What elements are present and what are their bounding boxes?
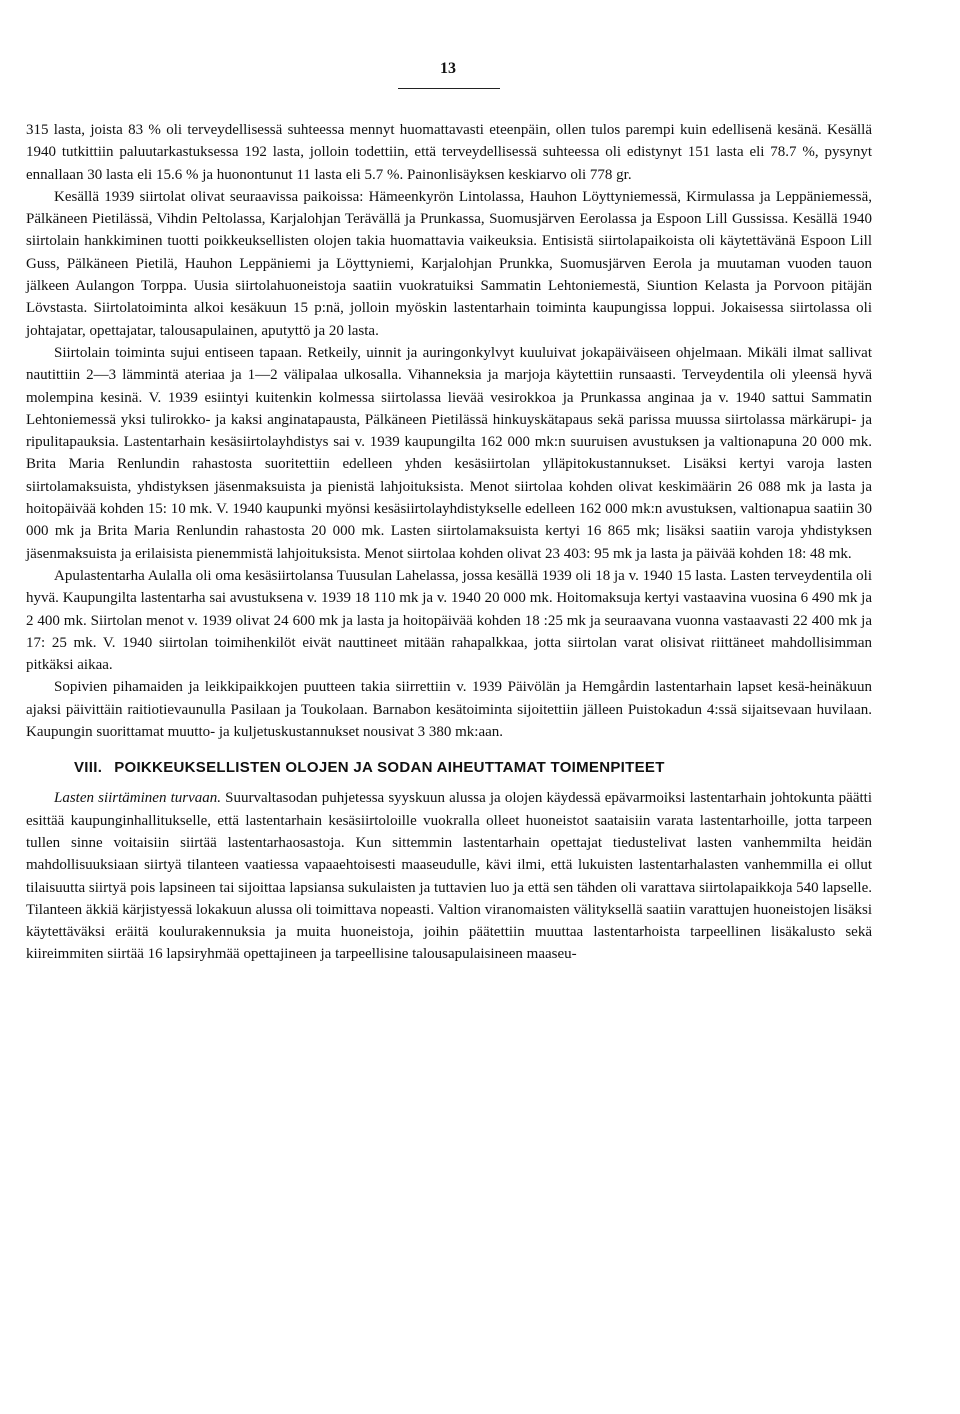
paragraph-5: Sopivien pihamaiden ja leikkipaikkojen puutteen takia siirrettiin v. 1939 Päivölän ja Hemgårdin lastentarhain lapset kesä-heinäkuun ajaksi päivittäin raitiotievaunulla Pasilaan ja Toukolaan. Barnabon kesätoiminta sijoitettiin jälleen Puistokadun 4:ssä sijaitsevaan huvilaan. Kaupungin suorittamat muutto- ja kuljetuskustannukset nousivat 3 380 mk:aan. [26, 679, 872, 741]
paragraph-3: Siirtolain toiminta sujui entiseen tapaan. Retkeily, uinnit ja auringonkylvyt kuuluivat jokapäiväiseen ohjelmaan. Mikäli ilmat sallivat nautittiin 2—3 lämmintä ateriaa ja 1—2 välipalaa ulkosalla. Vihanneksia ja marjoja käytettiin runsaasti. Terveydentila oli yleensä hyvä molempina kesinä. V. 1939 esiintyi kuitenkin kolmessa siirtolassa lievää vesirokkoa ja Prunkassa anginaa ja v. 1940 sattui Sammatin Lehtoniemessä yksi tulirokko- ja kaksi anginatapausta, Pälkäneen Pietilässä hinkuyskätapaus sekä parissa muussa siirtolassa märkärupi- ja ripulitapauksia. Lastentarhain kesäsiirtolayhdistys sai v. 1939 kaupungilta 162 000 mk:n suuruisen avustuksen ja valtionapuna 20 000 mk. Brita Maria Renlundin rahastosta suoritettiin edelleen yhden kesäsiirtolan ylläpitokustannukset. Lisäksi kertyi varoja lasten siirtolamaksuista, yhdistyksen jäsenmaksuista ja pienistä lahjoituksista. Menot siirtolaa kohden olivat keskimäärin 26 088 mk ja lasta ja hoitopäivää kohden 15: 10 mk. V. 1940 kaupunki myönsi kesäsiirtolayhdistykselle edelleen 162 000 mk:n avustuksen, valtionapua saatiin 30 000 mk ja Brita Maria Renlundin rahastosta 20 000 mk. Lasten siirtolamaksuista kertyi 16 865 mk; lisäksi saatiin varoja yhdistyksen jäsenmaksuista ja erilaisista pienemmistä lahjoituksista. Menot siirtolaa kohden olivat 23 403: 95 mk ja lasta ja päivää kohden 18: 48 mk. [26, 344, 872, 562]
page-number: 13 [440, 60, 456, 77]
page-body [26, 119, 872, 966]
section-number: VIII. [74, 759, 103, 777]
page-number-rule [398, 88, 500, 89]
section-paragraph-1 [26, 787, 872, 965]
section-paragraph-text: Suurvaltasodan puhjetessa syyskuun alussa ja olojen käydessä epävarmoiksi lastentarhain johtokunta päätti esittää kaupunginhallitukselle, että lastentarhain kesäsiirtoloille vuokralla olleet huoneistot saataisiin varata lastentarhoille, jotta tarpeen tullen sinne voitaisiin siirtää lastentarhaosastoja. Kun sittemmin lastentarhain opettajat tiedustelivat lasten vanhemmilta heidän mahdollisuuksiaan siirtyä tilanteen vaatiessa vapaaehtoisesti maaseudulle, kävi ilmi, että lukuisten lastentarhalasten vanhemmilla ei ollut tilaisuutta siirtyä pois lapsineen tai sijoittaa lapsiansa sukulaisten ja tuttavien luo ja että sen tähden oli varattava siirtolapaikkoja 540 lapselle. Tilanteen äkkiä kärjistyessä lokakuun alussa oli toimittava nopeasti. Valtion viranomaisten välityksellä saatiin varattujen huoneistojen lisäksi käytettäväksi eräitä koulurakennuksia ja muita huoneistoja, joihin päätettiin muuttaa lastentarhoista tarpeellinen lisäkalusto sekä kiireimmiten siirtää 16 lapsiryhmää opettajineen ja tarpeellisine talousapulaisineen maaseu- [26, 790, 872, 963]
paragraph-4: Apulastentarha Aulalla oli oma kesäsiirtolansa Tuusulan Lahelassa, jossa kesällä 1939 oli 18 ja v. 1940 15 lasta. Lasten terveydentila oli hyvä. Kaupungilta lastentarha sai avustuksena v. 1939 18 110 mk ja v. 1940 20 000 mk. Hoitomaksuja kertyi vastaavina vuosina 6 490 mk ja 2 400 mk. Siirtolan menot v. 1939 olivat 24 600 mk ja lasta ja hoitopäivää kohden 18 :25 mk ja seuraavana vuonna vastaavasti 22 400 mk ja 17: 25 mk. V. 1940 siirtolan toimihenkilöt eivät nauttineet mitään rahapalkkaa, jotta siirtolan varat olisivat riittäneet mahdollisimman pitkäksi aikaa. [26, 567, 872, 674]
paragraph-2: Kesällä 1939 siirtolat olivat seuraavissa paikoissa: Hämeenkyrön Lintolassa, Hauhon Löyttyniemessä, Kirmulassa ja Leppäniemessä, Pälkäneen Pietilässä, Vihdin Peltolassa, Karjalohjan Terävällä ja Prunkassa, Suomusjärven Eerolassa ja Espoon Lill Gussissa. Kesällä 1940 siirtolain hankkiminen tuotti poikkeuksellisten olojen takia huomattavia vaikeuksia. Entisistä siirtolapaikoista oli käytettävänä Espoon Lill Guss, Pälkäneen Pietilä, Hauhon Leppäniemi ja Löyttyniemi, Karjalohjan Prunkka, Suomusjärven Eerola ja muutaman vuoden tauon jälkeen Aulangon Torppa. Uusia siirtolahuoneistoja saatiin vuokratuiksi Sammatin Lehtoniemestä, Siuntion Kelasta ja Porvoon pitäjän Lövstasta. Siirtolatoiminta alkoi kesäkuun 15 p:nä, jolloin myöskin lastentarhain toiminta kaupungissa loppui. Jokaisessa siirtolassa oli johtajatar, opettajatar, talousapulainen, aputyttö ja 20 lasta. [26, 188, 872, 339]
section-title: POIKKEUKSELLISTEN OLOJEN JA SODAN AIHEUTTAMAT TOIMENPITEET [114, 759, 665, 777]
section-heading [74, 757, 872, 779]
paragraph-1: 315 lasta, joista 83 % oli terveydellisessä suhteessa mennyt huomattavasti eteenpäin, ollen tulos parempi kuin edellisenä kesänä. Kesällä 1940 tutkittiin paluutarkastuksessa 192 lasta, jolloin todettiin, että terveydellisessä suhteessa oli edistynyt 151 lasta eli 78.7 %, pysynyt ennallaan 30 lasta eli 15.6 % ja huonontunut 11 lasta eli 5.7 %. Painonlisäyksen keskiarvo oli 778 gr. [26, 122, 872, 183]
section-paragraph-lead: Lasten siirtäminen turvaan. [54, 790, 221, 807]
